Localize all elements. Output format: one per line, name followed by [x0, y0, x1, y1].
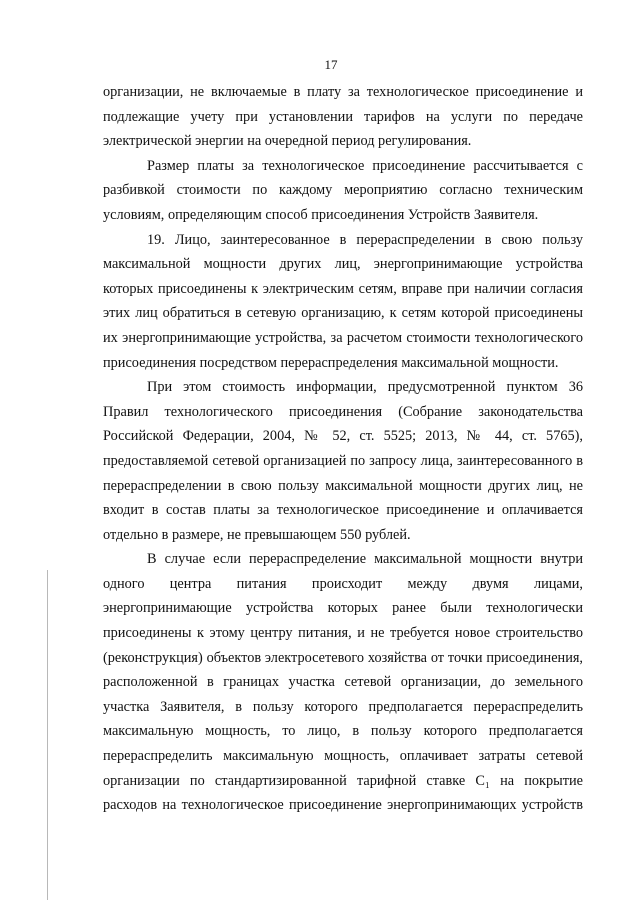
document-body	[103, 80, 583, 818]
page-number: 17	[324, 57, 338, 72]
paragraph-information-cost: При этом стоимость информации, предусмотренной пунктом 36 Правил технологического присоединения (Собрание законодательства Российской Федерации, 2004, № 52, ст. 5525; 2013, № 44, ст. 5765), предоставляемой сетевой организацией по запросу лица, заинтересованного в перераспределении в свою пользу максимальной мощности других лиц, не входит в состав платы за технологическое присоединение и оплачивается отдельно в размере, не превышающем 550 рублей.	[103, 379, 583, 543]
paragraph-redistribution-case: В случае если перераспределение максимальной мощности внутри одного центра питания происходит между двумя лицами, энергопринимающие устройства которых ранее были технологически присоединены к этому центру питания, и не требуется новое строительство (реконструкция) объектов электросетевого хозяйства от точки присоединения, расположенной в границах участка сетевой организации, до земельного участка Заявителя, в пользу которого предполагается перераспределить максимальную мощность, то лицо, в пользу которого предполагается перераспределить максимальную мощность, оплачивает затраты сетевой организации по стандартизированной тарифной ставке С₁ на покрытие расходов на технологическое присоединение энергопринимающих устройств	[103, 551, 583, 814]
paragraph-continuation: организации, не включаемые в плату за технологическое присоединение и подлежащие учету при установлении тарифов на услуги по передаче электрической энергии на очередной период регулирования.	[103, 84, 583, 150]
scan-margin-line	[47, 570, 48, 900]
paragraph-fee-calculation: Размер платы за технологическое присоединение рассчитывается с разбивкой стоимости по каждому мероприятию согласно техническим условиям, определяющим способ присоединения Устройств Заявителя.	[103, 157, 583, 223]
paragraph-clause-19: 19. Лицо, заинтересованное в перераспределении в свою пользу максимальной мощности других лиц, энергопринимающие устройства которых присоединены к электрическим сетям, вправе при наличии согласия этих лиц обратиться в сетевую организацию, к сетям которой присоединены их энергопринимающие устройства, за расчетом стоимости технологического присоединения посредством перераспределения максимальной мощности.	[103, 231, 583, 371]
